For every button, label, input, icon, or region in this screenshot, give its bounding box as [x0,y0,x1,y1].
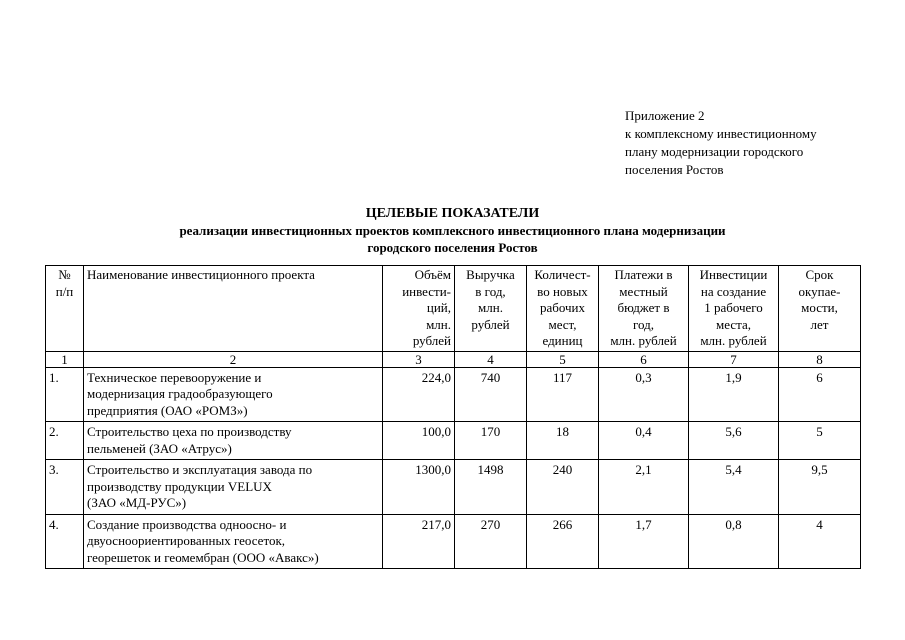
project-name: Техническое перевооружение и модернизация градообразующего предприятия (ОАО «РОМЗ») [84,367,383,422]
header-jobs: Количест- во новых рабочих мест, единиц [527,266,599,352]
column-number: 2 [84,351,383,367]
header-payback-period: Срок окупае- мости, лет [779,266,861,352]
row-number: 3. [46,460,84,515]
appendix-line: плану модернизации городского [625,144,804,159]
column-number: 7 [689,351,779,367]
revenue-value: 740 [455,367,527,422]
payments-value: 0,3 [599,367,689,422]
document-subtitle-line: городского поселения Ростов [367,240,538,255]
column-number: 6 [599,351,689,367]
column-number-row [46,351,861,367]
per-job-value: 5,4 [689,460,779,515]
investment-value: 1300,0 [383,460,455,515]
project-name: Строительство цеха по производству пельменей (ЗАО «Атрус») [84,422,383,460]
revenue-value: 270 [455,514,527,569]
jobs-value: 117 [527,367,599,422]
row-number: 1. [46,367,84,422]
jobs-value: 266 [527,514,599,569]
investment-value: 224,0 [383,367,455,422]
header-row [46,266,861,352]
payments-value: 1,7 [599,514,689,569]
appendix-note [625,107,895,179]
header-number: № п/п [46,266,84,352]
payments-value: 0,4 [599,422,689,460]
appendix-line: Приложение 2 [625,108,705,123]
table-row [46,460,861,515]
target-indicators-table [45,265,861,569]
per-job-value: 5,6 [689,422,779,460]
appendix-line: к комплексному инвестиционному [625,126,817,141]
header-investment-per-job: Инвестиции на создание 1 рабочего места, млн. рублей [689,266,779,352]
investment-value: 217,0 [383,514,455,569]
revenue-value: 1498 [455,460,527,515]
column-number: 1 [46,351,84,367]
column-number: 4 [455,351,527,367]
header-budget-payments: Платежи в местный бюджет в год, млн. рублей [599,266,689,352]
table-row [46,367,861,422]
project-name: Создание производства одноосно- и двуосноориентированных геосеток, георешеток и геомембран (ООО «Авакс») [84,514,383,569]
jobs-value: 18 [527,422,599,460]
payback-value: 6 [779,367,861,422]
investment-value: 100,0 [383,422,455,460]
project-name: Строительство и эксплуатация завода по производству продукции VELUX (ЗАО «МД-РУС») [84,460,383,515]
per-job-value: 1,9 [689,367,779,422]
appendix-line: поселения Ростов [625,162,724,177]
row-number: 4. [46,514,84,569]
document-title: ЦЕЛЕВЫЕ ПОКАЗАТЕЛИ [365,206,540,221]
jobs-value: 240 [527,460,599,515]
row-number: 2. [46,422,84,460]
column-number: 8 [779,351,861,367]
column-number: 5 [527,351,599,367]
table-row [46,422,861,460]
payments-value: 2,1 [599,460,689,515]
document-subtitle-line: реализации инвестиционных проектов комплексного инвестиционного плана модернизации [179,223,726,238]
header-investment: Объём инвести- ций, млн. рублей [383,266,455,352]
header-revenue: Выручка в год, млн. рублей [455,266,527,352]
column-number: 3 [383,351,455,367]
header-project-name: Наименование инвестиционного проекта [84,266,383,352]
payback-value: 9,5 [779,460,861,515]
document-heading [0,205,905,256]
payback-value: 5 [779,422,861,460]
per-job-value: 0,8 [689,514,779,569]
table-row [46,514,861,569]
revenue-value: 170 [455,422,527,460]
payback-value: 4 [779,514,861,569]
